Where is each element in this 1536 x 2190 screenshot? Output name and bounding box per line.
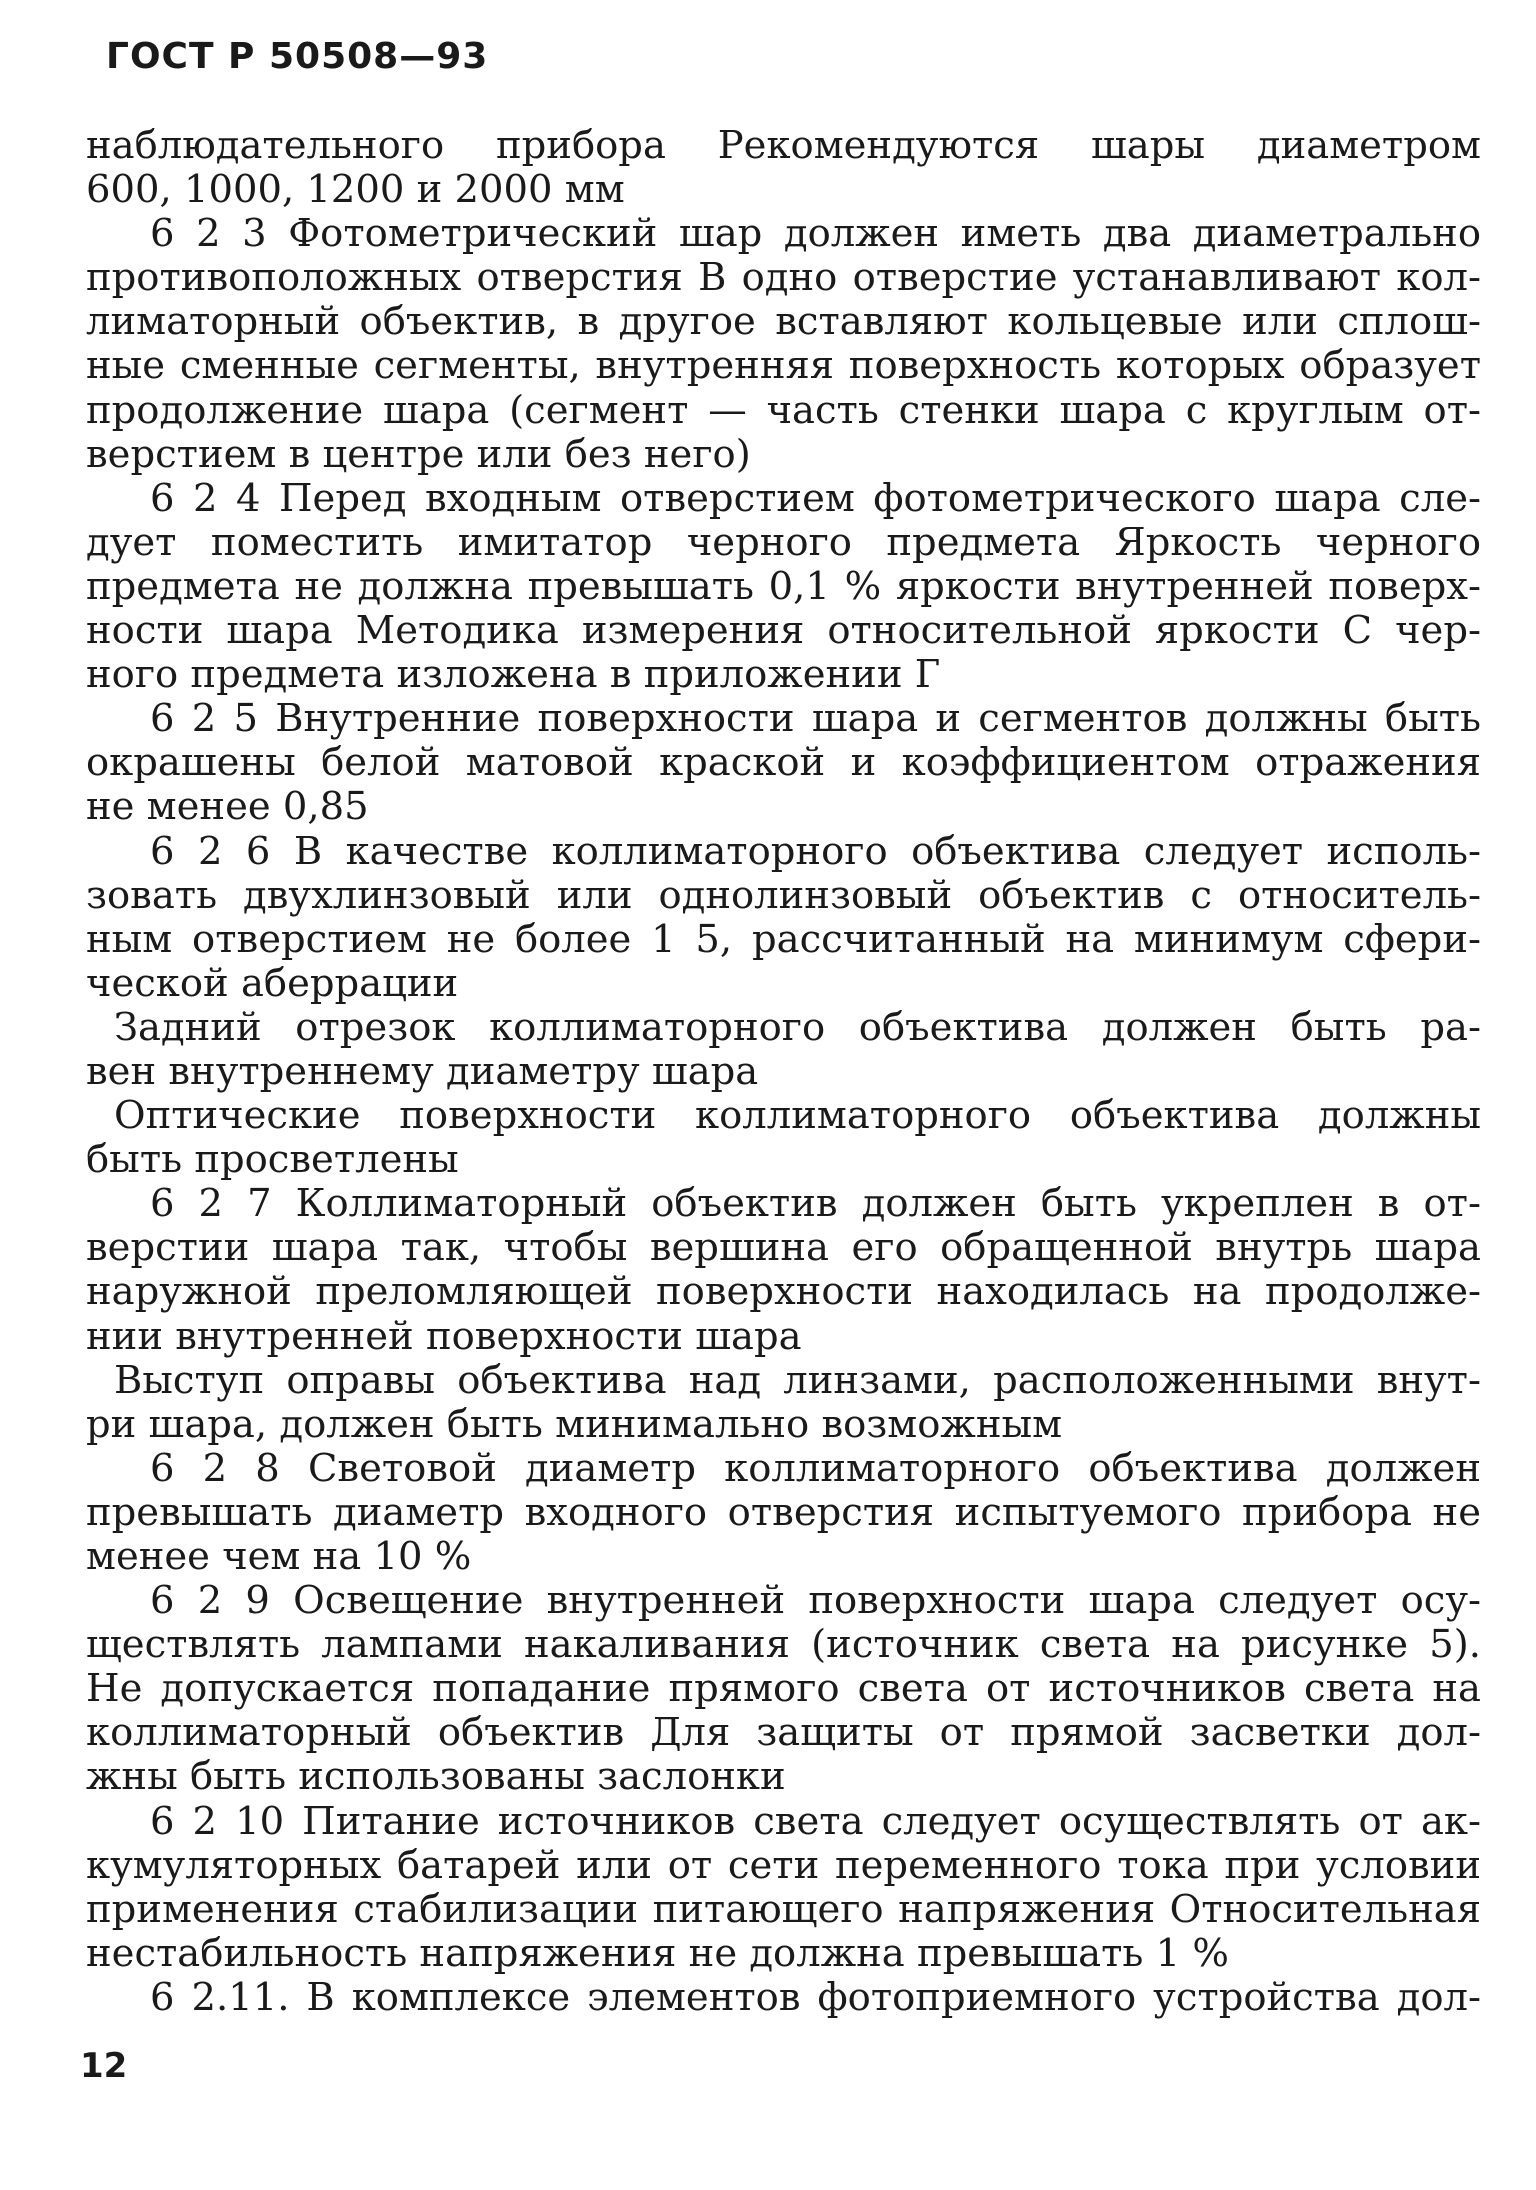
text-line: нии внутренней поверхности шара [86,1314,802,1359]
text-line: ного предмета изложена в приложении Г [86,653,941,698]
text-line: предмета не должна превышать 0,1 % яркости внутренней поверх- [86,564,1481,609]
text-line: ные сменные сегменты, внутренняя поверхность которых образует [86,344,1481,389]
text-line: вен внутреннему диаметру шара [86,1049,759,1094]
text-line: лиматорный объектив, в другое вставляют кольцевые или сплош- [86,300,1481,345]
text-line: кумуляторных батарей или от сети переменного тока при условии [86,1843,1481,1888]
paragraph-6-2-6-start: 6 2 6 В качестве коллиматорного объектива следует исполь- [150,829,1481,874]
text-line: ри шара, должен быть минимально возможным [86,1402,1063,1447]
text-line: ческой аберрации [86,961,459,1006]
text-line: Оптические поверхности коллиматорного объектива должны [114,1094,1481,1139]
paragraph-6-2-11-start: 6 2.11. В комплексе элементов фотоприемного устройства дол- [150,1975,1481,2020]
text-line: наружной преломляющей поверхности находилась на продолже- [86,1270,1481,1315]
text-line: менее чем на 10 % [86,1535,472,1579]
body-text [86,124,1481,2020]
paragraph-6-2-9-start: 6 2 9 Освещение внутренней поверхности шара следует осу- [150,1579,1481,1624]
text-line: Выступ оправы объектива над линзами, расположенными внут- [114,1358,1481,1403]
text-line: наблюдательного прибора Рекомендуются шары диаметром [86,124,1481,168]
text-line: коллиматорный объектив Для защиты от прямой засветки дол- [86,1711,1481,1756]
text-line: Задний отрезок коллиматорного объектива должен быть ра- [114,1005,1481,1050]
text-line: верстии шара так, чтобы вершина его обращенной внутрь шара [86,1226,1481,1271]
text-line: ности шара Методика измерения относительной яркости С чер- [86,609,1481,654]
text-line: нестабильность напряжения не должна превышать 1 % [86,1931,1229,1976]
paragraph-6-2-8-start: 6 2 8 Световой диаметр коллиматорного объектива должен [150,1446,1481,1491]
text-line: ществлять лампами накаливания (источник света на рисунке 5). [86,1623,1481,1668]
paragraph-6-2-10-start: 6 2 10 Питание источников света следует осуществлять от ак- [150,1799,1481,1844]
paragraph-6-2-3-start: 6 2 3 Фотометрический шар должен иметь два диаметрально [150,212,1481,257]
text-line: дует поместить имитатор черного предмета Яркость черного [86,520,1481,565]
text-line: окрашены белой матовой краской и коэффициентом отражения [86,741,1481,786]
page-number: 12 [80,2046,128,2086]
text-line: превышать диаметр входного отверстия испытуемого прибора не [86,1490,1481,1535]
paragraph-6-2-4-start: 6 2 4 Перед входным отверстием фотометрического шара сле- [150,476,1481,521]
text-line: не менее 0,85 [86,785,369,830]
paragraph-6-2-5-start: 6 2 5 Внутренние поверхности шара и сегментов должны быть [150,697,1481,742]
text-line: зовать двухлинзовый или однолинзовый объектив с относитель- [86,873,1481,918]
text-line: применения стабилизации питающего напряжения Относительная [86,1887,1481,1932]
document-header-title: ГОСТ Р 50508—93 [106,36,489,77]
text-line: верстием в центре или без него) [86,432,751,477]
text-line: ным отверстием не более 1 5, рассчитанный на минимум сфери- [86,917,1481,962]
text-line: продолжение шара (сегмент — часть стенки шара с круглым от- [86,388,1481,433]
text-line: Не допускается попадание прямого света от источников света на [86,1667,1481,1712]
text-line: 600, 1000, 1200 и 2000 мм [86,168,625,213]
paragraph-6-2-7-start: 6 2 7 Коллиматорный объектив должен быть укреплен в от- [150,1182,1481,1227]
text-line: жны быть использованы заслонки [86,1755,786,1800]
text-line: быть просветлены [86,1138,459,1183]
text-line: противоположных отверстия В одно отверстие устанавливают кол- [86,256,1481,301]
